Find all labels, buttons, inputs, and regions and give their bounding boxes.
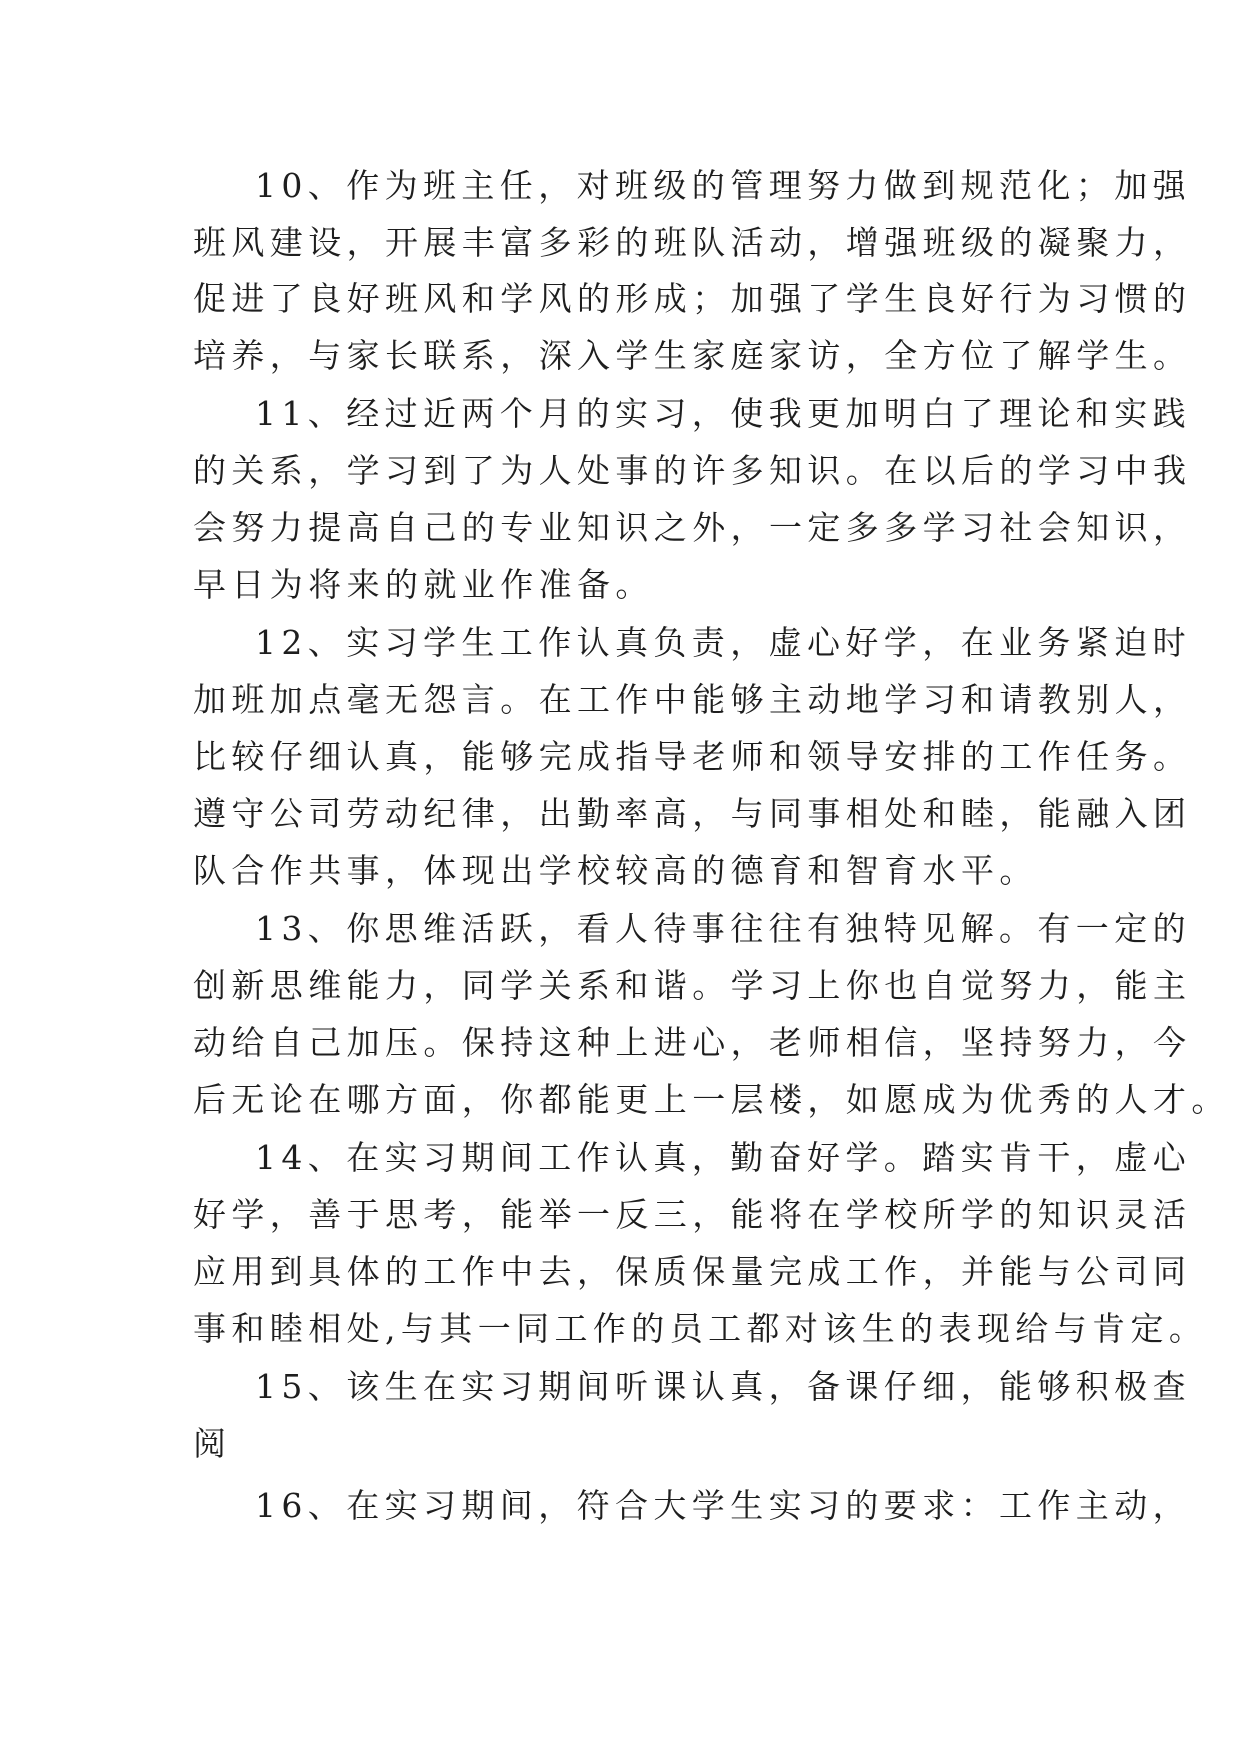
text-line: 比较仔细认真，能够完成指导老师和领导安排的工作任务。 bbox=[193, 737, 1192, 776]
text-line: 加班加点毫无怨言。在工作中能够主动地学习和请教别人， bbox=[193, 680, 1192, 719]
text-line: 早日为将来的就业作准备。 bbox=[193, 565, 654, 604]
text-line: 事和睦相处,与其一同工作的员工都对该生的表现给与肯定。 bbox=[193, 1309, 1208, 1348]
text-line: 好学，善于思考，能举一反三，能将在学校所学的知识灵活 bbox=[193, 1195, 1192, 1234]
text-line: 会努力提高自己的专业知识之外，一定多多学习社会知识， bbox=[193, 508, 1192, 547]
text-line: 促进了良好班风和学风的形成；加强了学生良好行为习惯的 bbox=[193, 279, 1192, 318]
text-line: 后无论在哪方面，你都能更上一层楼，如愿成为优秀的人才。 bbox=[193, 1080, 1230, 1119]
text-line: 阅 bbox=[193, 1424, 232, 1463]
text-line: 13、你思维活跃，看人待事往往有独特见解。有一定的 bbox=[255, 909, 1191, 948]
text-line: 11、经过近两个月的实习，使我更加明白了理论和实践 bbox=[255, 394, 1191, 433]
text-line: 动给自己加压。保持这种上进心，老师相信，坚持努力，今 bbox=[193, 1023, 1192, 1062]
text-line: 班风建设，开展丰富多彩的班队活动，增强班级的凝聚力， bbox=[193, 223, 1192, 262]
text-line: 队合作共事，体现出学校较高的德育和智育水平。 bbox=[193, 851, 1038, 890]
text-line: 的关系，学习到了为人处事的许多知识。在以后的学习中我 bbox=[193, 451, 1192, 490]
text-line: 16、在实习期间，符合大学生实习的要求：工作主动， bbox=[255, 1486, 1191, 1525]
text-line: 10、作为班主任，对班级的管理努力做到规范化；加强 bbox=[255, 166, 1191, 205]
text-line: 12、实习学生工作认真负责，虚心好学，在业务紧迫时 bbox=[255, 623, 1191, 662]
text-line: 创新思维能力，同学关系和谐。学习上你也自觉努力，能主 bbox=[193, 966, 1192, 1005]
text-line: 培养，与家长联系，深入学生家庭家访，全方位了解学生。 bbox=[193, 336, 1192, 375]
text-line: 遵守公司劳动纪律，出勤率高，与同事相处和睦，能融入团 bbox=[193, 794, 1192, 833]
text-line: 应用到具体的工作中去，保质保量完成工作，并能与公司同 bbox=[193, 1252, 1192, 1291]
text-line: 15、该生在实习期间听课认真，备课仔细，能够积极查 bbox=[255, 1367, 1191, 1406]
text-line: 14、在实习期间工作认真，勤奋好学。踏实肯干，虚心 bbox=[255, 1138, 1191, 1177]
